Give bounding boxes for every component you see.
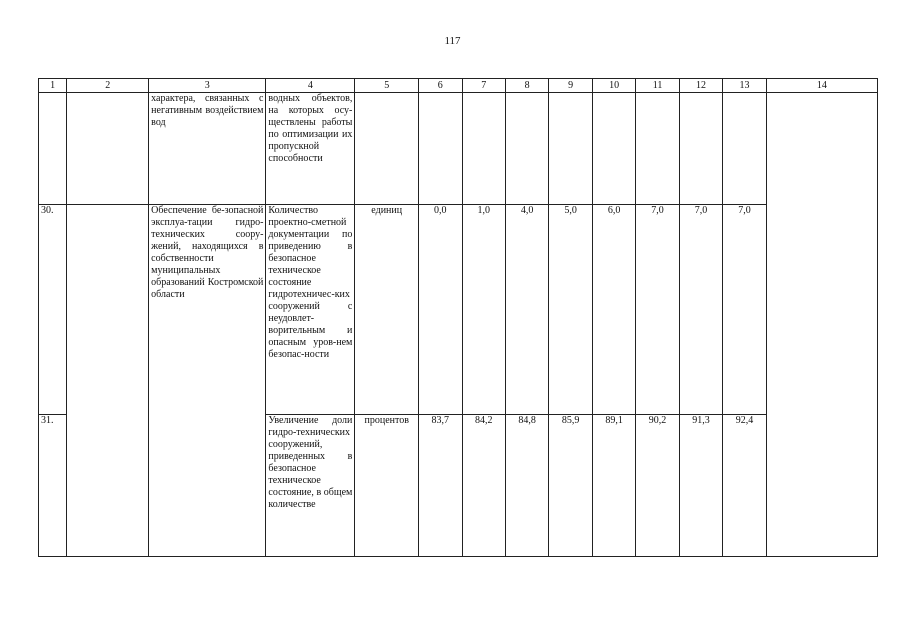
indicator-cell: Увеличение доли гидро-технических сооружений, приведенных в безопасное техническое состояние, в общем количестве (266, 415, 355, 557)
value-cell: 0,0 (419, 205, 462, 415)
row-number (39, 93, 67, 205)
value-cell: 6,0 (592, 205, 635, 415)
value-cell (462, 93, 505, 205)
program-cell (67, 205, 149, 557)
column-header: 4 (266, 79, 355, 93)
value-cell (549, 93, 592, 205)
value-cell: 89,1 (592, 415, 635, 557)
value-cell: 4,0 (505, 205, 548, 415)
row-number: 31. (39, 415, 67, 557)
value-cell: 7,0 (636, 205, 679, 415)
value-cell: 84,2 (462, 415, 505, 557)
column-header: 1 (39, 79, 67, 93)
value-cell (419, 93, 462, 205)
column-number-row (39, 79, 878, 93)
unit-cell (355, 93, 419, 205)
value-cell (723, 93, 766, 205)
value-cell: 7,0 (723, 205, 766, 415)
program-cell (67, 93, 149, 205)
unit-cell: процентов (355, 415, 419, 557)
column-header: 9 (549, 79, 592, 93)
activity-cell: Обеспечение бе-зопасной эксплуа-тации гидро-технических соору-жений, находящихся в собственности муниципальных образований Костромской области (149, 205, 266, 557)
value-cell (505, 93, 548, 205)
notes-cell (766, 93, 877, 557)
column-header: 3 (149, 79, 266, 93)
value-cell: 91,3 (679, 415, 722, 557)
column-header: 12 (679, 79, 722, 93)
activity-cell: характера, связанных с негативным воздействием вод (149, 93, 266, 205)
table-row (39, 93, 878, 205)
indicator-table (38, 78, 878, 557)
value-cell: 92,4 (723, 415, 766, 557)
table-row (39, 205, 878, 415)
value-cell (592, 93, 635, 205)
value-cell (636, 93, 679, 205)
value-cell (679, 93, 722, 205)
row-number: 30. (39, 205, 67, 415)
page-number: 117 (444, 35, 461, 47)
indicator-cell: водных объектов, на которых осу-ществлены работы по оптимизации их пропускной способности (266, 93, 355, 205)
column-header: 14 (766, 79, 877, 93)
column-header: 6 (419, 79, 462, 93)
column-header: 11 (636, 79, 679, 93)
column-header: 8 (505, 79, 548, 93)
column-header: 2 (67, 79, 149, 93)
column-header: 5 (355, 79, 419, 93)
column-header: 10 (592, 79, 635, 93)
value-cell: 7,0 (679, 205, 722, 415)
value-cell: 90,2 (636, 415, 679, 557)
indicator-cell: Количество проектно-сметной документации по приведению в безопасное техническое состояние гидротехничес-ких сооружений с неудовлет-ворительным и опасным уров-нем безопас-ности (266, 205, 355, 415)
column-header: 13 (723, 79, 766, 93)
column-header: 7 (462, 79, 505, 93)
value-cell: 83,7 (419, 415, 462, 557)
unit-cell: единиц (355, 205, 419, 415)
value-cell: 85,9 (549, 415, 592, 557)
value-cell: 84,8 (505, 415, 548, 557)
value-cell: 1,0 (462, 205, 505, 415)
value-cell: 5,0 (549, 205, 592, 415)
